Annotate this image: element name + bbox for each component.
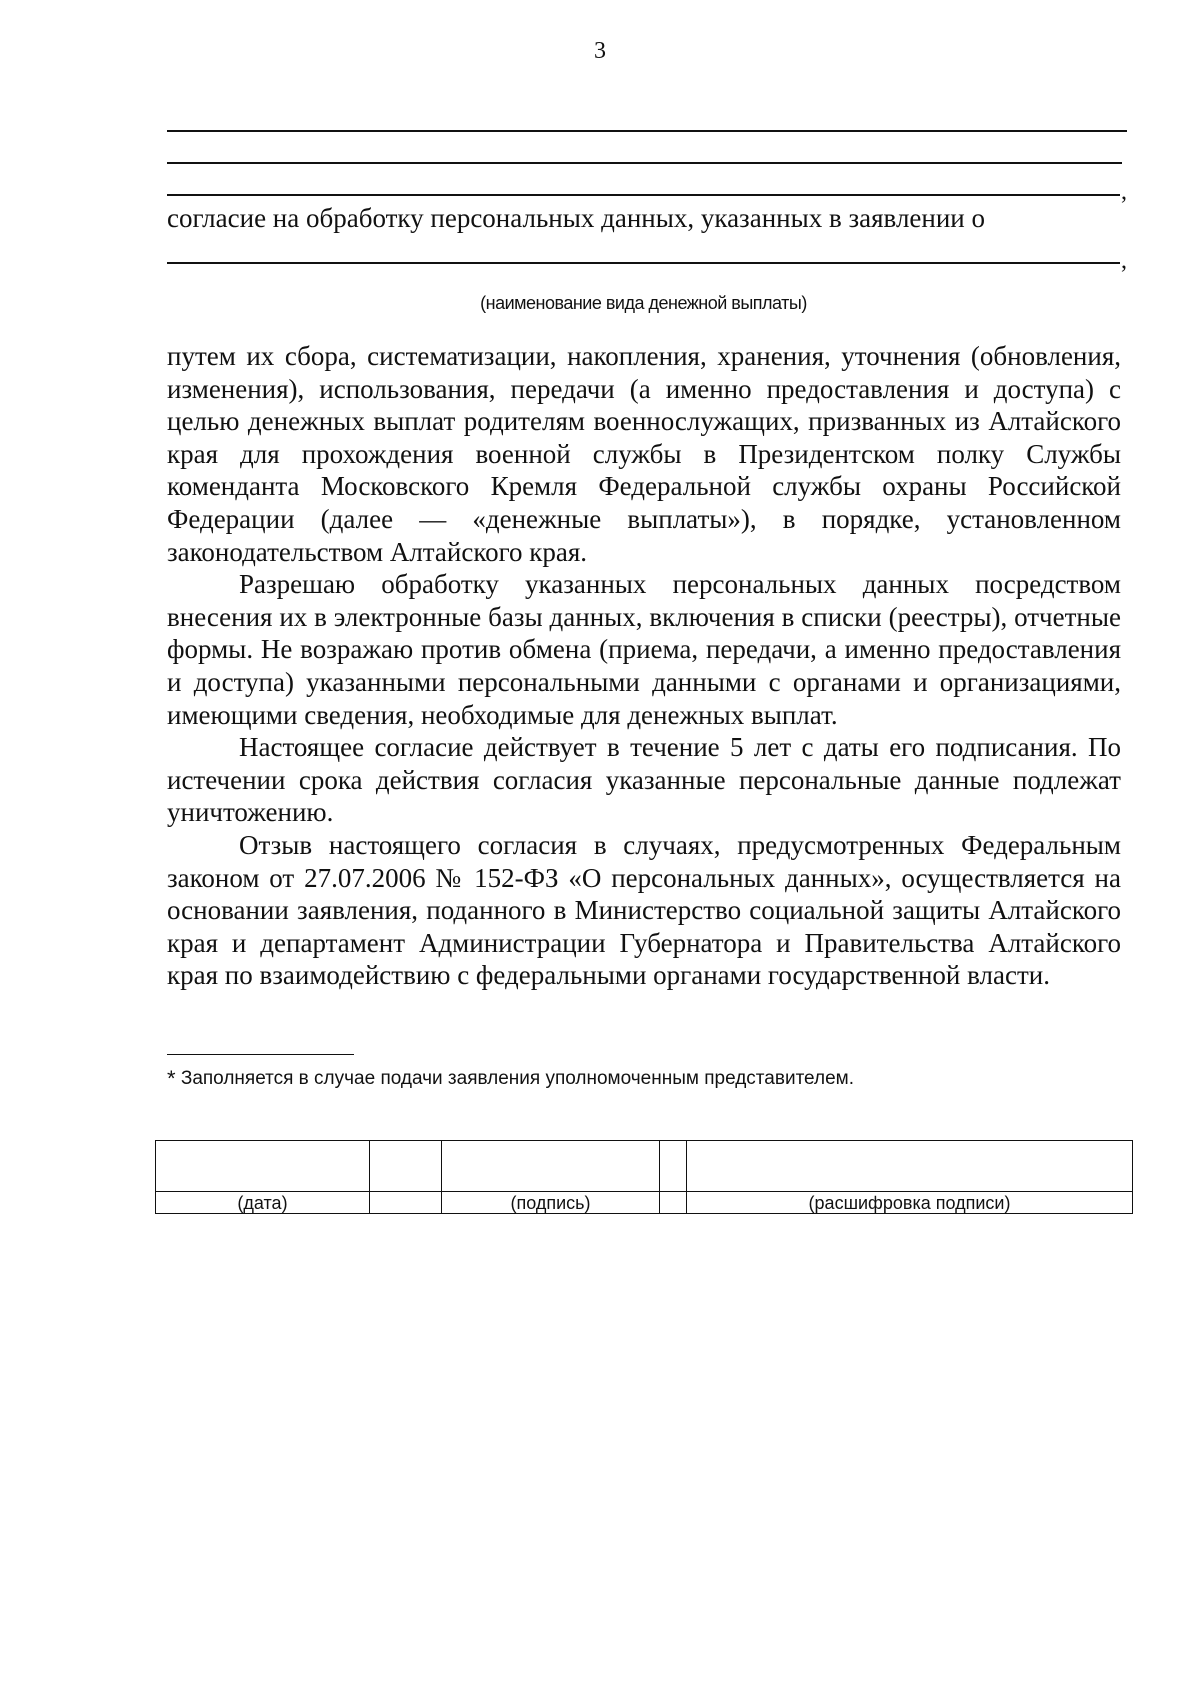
signature-label: (подпись) bbox=[442, 1192, 660, 1214]
consent-body bbox=[167, 340, 1121, 992]
spacer-cell bbox=[660, 1192, 687, 1214]
payment-line-comma: , bbox=[1121, 248, 1127, 274]
footnote-divider bbox=[167, 1054, 354, 1055]
footnote-text: Заполняется в случае подачи заявления уполномоченным представителем. bbox=[180, 1068, 854, 1089]
fill-line-2[interactable] bbox=[167, 162, 1122, 164]
signature-table bbox=[155, 1140, 1133, 1214]
fill-line-1[interactable] bbox=[167, 130, 1127, 132]
spacer-cell bbox=[660, 1141, 687, 1192]
paragraph-validity: Настоящее согласие действует в течение 5 лет с даты его подписания. По истечении срока действия согласия указанные персональные данные подлежат уничтожению. bbox=[167, 732, 1121, 828]
consent-phrase: согласие на обработку персональных данных, указанных в заявлении о bbox=[167, 203, 986, 233]
footnote-marker: * bbox=[167, 1066, 176, 1091]
paragraph-processing: Разрешаю обработку указанных персональных данных посредством внесения их в электронные базы данных, включения в списки (реестры), отчетные формы. Не возражаю против обмена (приема, передачи, а именно предоставления и доступа) указанными персональными данными с органами и организациями, имеющими сведения, необходимые для денежных выплат. bbox=[167, 569, 1121, 730]
page-number: 3 bbox=[594, 38, 606, 64]
payment-type-line[interactable] bbox=[167, 262, 1120, 264]
signature-transcript-field[interactable] bbox=[687, 1141, 1133, 1192]
line-end-comma: , bbox=[1121, 179, 1127, 205]
payment-type-caption: (наименование вида денежной выплаты) bbox=[480, 293, 807, 313]
spacer-cell bbox=[370, 1141, 442, 1192]
date-label: (дата) bbox=[156, 1192, 370, 1214]
signature-field[interactable] bbox=[442, 1141, 660, 1192]
fill-line-3[interactable] bbox=[167, 194, 1120, 196]
footnote bbox=[167, 1066, 854, 1092]
spacer-cell bbox=[370, 1192, 442, 1214]
paragraph-revocation: Отзыв настоящего согласия в случаях, предусмотренных Федеральным законом от 27.07.2006 № 152-ФЗ «О персональных данных», осуществляется на основании заявления, поданного в Министерство социальной защиты Алтайского края и департамент Администрации Губернатора и Правительства Алтайского края по взаимодействию с федеральными органами государственной власти. bbox=[167, 829, 1121, 991]
paragraph-purpose: путем их сбора, систематизации, накопления, хранения, уточнения (обновления, изменения), использования, передачи (а именно предоставления и доступа) с целью денежных выплат родителям военнослужащих, призванных из Алтайского края для прохождения военной службы в Президентском полку Службы коменданта Московского Кремля Федеральной службы охраны Российской Федерации (далее — «денежные выплаты»), в порядке, установленном законодательством Алтайского края. bbox=[167, 341, 1121, 567]
date-field[interactable] bbox=[156, 1141, 370, 1192]
signature-transcript-label: (расшифровка подписи) bbox=[687, 1192, 1133, 1214]
